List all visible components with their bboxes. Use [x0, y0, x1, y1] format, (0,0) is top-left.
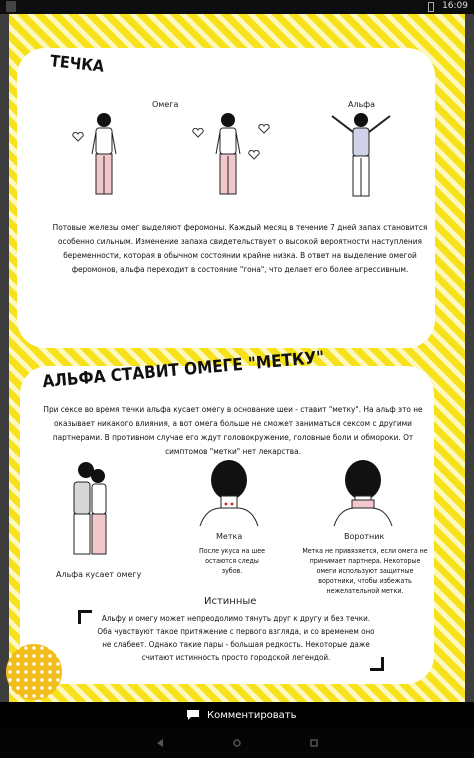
alpha-figure	[326, 110, 396, 202]
label-alpha: Альфа	[348, 100, 376, 109]
notification-icon	[6, 1, 16, 12]
mark-caption: После укуса на шее остаются следы зубов.	[198, 547, 266, 575]
bracket-top-left	[78, 610, 92, 624]
battery-icon	[428, 2, 434, 12]
collar-caption: Метка не привязяется, если омега не принимает партнера. Некоторые омеги используют защитные воротники, чтобы избежать нежелательной метки.	[302, 547, 428, 595]
true-mates-title: Истинные	[204, 596, 257, 607]
system-navigation-bar	[0, 728, 474, 758]
label-collar: Воротник	[344, 532, 385, 541]
mark-neck-illustration	[198, 458, 260, 528]
bottom-action-bar	[0, 702, 474, 728]
comment-label: Комментировать	[207, 709, 297, 721]
comment-icon	[186, 709, 200, 721]
heart-icon	[258, 124, 270, 134]
heart-icon	[72, 132, 84, 142]
label-omega: Омега	[152, 100, 179, 109]
bite-illustration	[64, 460, 124, 560]
heart-icon	[248, 150, 260, 160]
back-icon[interactable]	[156, 739, 164, 747]
polka-dot-decoration	[6, 644, 62, 700]
status-bar	[0, 0, 474, 14]
recents-icon[interactable]	[310, 739, 318, 747]
home-icon[interactable]	[233, 739, 241, 747]
heart-icon	[192, 128, 204, 138]
label-bite: Альфа кусает омегу	[56, 570, 142, 579]
heat-description: Потовые железы омег выделяют феромоны. Каждый месяц в течение 7 дней запах становится особенно сильным. Изменение запаха свидетельствует о высокой вероятности наступления беременности, которая в обычном состоянии крайне низка. В ответ на выделение омегой феромонов, альфа переходит в состояние "гона", что делает его более агрессивным.	[52, 222, 428, 274]
section-title-mark: АЛЬФА СТАВИТ ОМЕГЕ "МЕТКУ"	[41, 347, 326, 393]
section-title-heat: ТЕЧКА	[49, 51, 106, 76]
true-mates-description: Альфу и омегу может непреодолимо тянуть друг к другу и без течки. Оба чувствуют такое притяжение с первого взгляда, и со временем оно не слабеет. Однако такие пары - большая редкость. Некоторые даже считают истинность просто городской легендой.	[97, 614, 375, 662]
image-viewer[interactable]	[0, 14, 474, 702]
mark-description: При сексе во время течки альфа кусает омегу в основание шеи - ставит "метку". На альф это не оказывает никакого влияния, а вот омега больше не сможет заниматься сексом с другими партнерами. В противном случае его ждут головокружение, головные боли и обмороки. От симптомов "метки" нет лекарства.	[43, 404, 423, 456]
omega-figure-heat	[208, 110, 248, 200]
omega-figure-plain	[84, 110, 124, 200]
label-mark: Метка	[216, 532, 243, 541]
clock: 16:09	[442, 1, 468, 11]
comment-button[interactable]	[186, 707, 297, 723]
collar-neck-illustration	[332, 458, 394, 528]
